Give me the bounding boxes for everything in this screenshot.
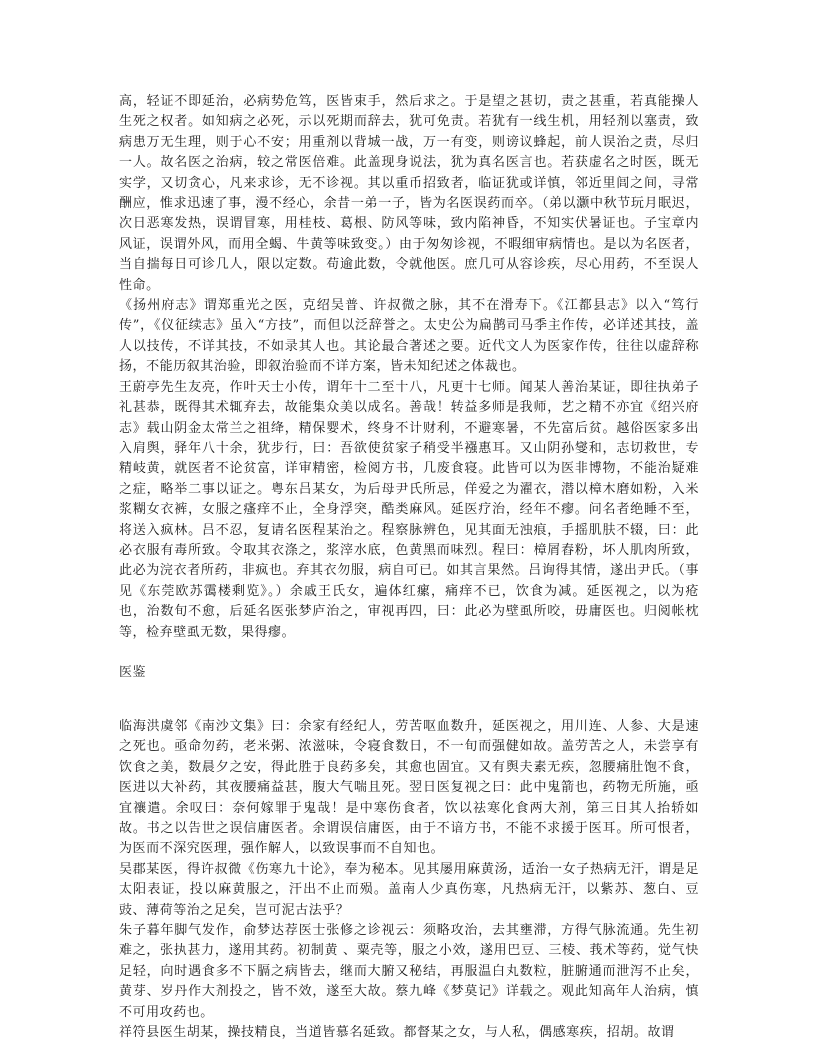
body-paragraph: 吴郡某医，得许叔微《伤寒九十论》，奉为秘本。见其屡用麻黄汤，适治一女子热病无汗，谓是足太阳表证，投以麻黄服之，汗出不止而殒。盖南人少真伤寒，凡热病无汗，以紫苏、葱白、豆豉、薄荷等治之足矣，岂可泥古法乎？	[119, 861, 699, 918]
body-paragraph: 朱子暮年脚气发作，俞梦达荐医士张修之诊视云：须略攻治，去其壅滞，方得气脉流通。先生初难之，张执甚力，遂用其药。初制黄 、粟壳等，服之小效，遂用巴豆、三棱、莪术等药，觉气快足轻，向时遇食多不下膈之病皆去，继而大腑又秘结，再服温白丸数粒，脏腑通而泄泻不止矣，黄芽、岁丹作大剂投之，皆不效，遂至大故。蔡九峰《梦莫记》详载之。观此知高年人治病，慎不可用攻药也。	[119, 923, 699, 1020]
section-title: 医鉴	[119, 664, 147, 680]
body-paragraph: 临海洪虞邻《南沙文集》曰：余家有经纪人，劳苦呕血数升，延医视之，用川连、人参、大是速之死也。亟命勿药，老米粥、浓滋味，令寝食数日，不一旬而强健如故。盖劳苦之人，未尝享有饮食之美，数晨夕之安，得此胜于良药多矣，其愈也固宜。又有舆夫素无疾，忽腰痛肚饱不食，医进以大补药，其夜腰痛益甚，腹大气喘且死。翌日医复视之曰：此中鬼箭也，药物无所施，亟宜禳遣。余叹曰：奈何嫁罪于鬼哉！是中寒伤食者，饮以祛寒化食两大剂，第三日其人抬轿如故。书之以告世之误信庸医者。余谓误信庸医，由于不谙方书，不能不求援于医耳。所可恨者，为医而不深究医理，强作解人，以致误事而不自知也。	[119, 718, 699, 857]
body-paragraph: 高，轻证不即延治，必病势危笃，医皆束手，然后求之。于是望之甚切，责之甚重，若真能操人生死之权者。如知病之必死，示以死期而辞去，犹可免责。若犹有一线生机，用轻剂以塞责，致病患万无生理，则于心不安；用重剂以背城一战，万一有变，则谤议蜂起，前人误治之责，尽归一人。故名医之治病，较之常医倍难。此盖现身说法，犹为真名医言也。若获虚名之时医，既无实学，又切贪心，凡来求诊，无不诊视。其以重币招致者，临证犹或详慎，邻近里闾之间，寻常酬应，惟求迅速了事，漫不经心，余昔一弟一子，皆为名医误药而卒。（弟以灏中秋节玩月眠迟，次日恶寒发热，误谓冒寒，用桂枝、葛根、防风等味，致内陷神昏，不知实伏暑证也。子宝章内风证，误谓外风，而用全蝎、牛黄等味致变。）由于匆匆诊视，不暇细审病情也。是以为名医者，当自揣每日可诊几人，限以定数。苟逾此数，令就他医。庶几可从容诊疾，尽心用药，不至误人性命。	[119, 94, 699, 293]
body-paragraph: 王蔚亭先生友亮，作叶天士小传，谓年十二至十八，凡更十七师。闻某人善治某证，即往执弟子礼甚恭，既得其术辄弃去，故能集众美以成名。善哉！转益多师是我师，艺之精不亦宜《绍兴府志》载山阴金太常兰之祖绛，精保婴术，终身不计财利，不避寒暑，不先富后贫。越俗医家多出入肩舆，驿年八十余，犹步行，曰：吾欲使贫家子稍受半襁惠耳。又山阴孙燮和，志切救世，专精岐黄，就医者不论贫富，详审精密，检阅方书，几废食寝。此皆可以为医非博物，不能治疑难之症，略举二事以证之。粤东吕某女，为后母尹氏所忌，佯爱之为濯衣，潜以樟木磨如粉，入米浆糊女衣裤，女服之瘙痒不止，全身浮突，酷类麻风。延医疗治，经年不瘳。问名者绝睡不至，将送入疯林。吕不忍，复请名医程某治之。程察脉辨色，见其面无浊痕，手摇肌肤不辍，曰：此必衣服有毒所致。令取其衣涤之，浆滓水底，色黄黑而味烈。程曰：樟屑舂粉，坏人肌肉所致，此必为浣衣者所药，非疯也。弃其衣勿服，病自可已。如其言果然。吕询得其情，遂出尹氏。（事见《东莞欧苏霭楼剩览》。）余戚王氏女，遍体红瘰，痛痒不已，饮食为减。延医视之，以为疮也，治数旬不愈，后延名医张梦庐治之，审视再四，曰：此必为壁虱所咬，毋庸医也。归阅帐枕等，检弃壁虱无数，果得瘳。	[119, 379, 699, 640]
body-paragraph: 《扬州府志》谓郑重光之医，克绍吴普、许叔微之脉，其不在滑寿下。《江都县志》以入“笃行传”，《仪征续志》虽入“方技”，而但以泛辞誉之。太史公为扁鹊司马季主作传，必详述其技，盖人以技传，不详其技，不如录其人也。其论最合著述之要。近代文人为医家作传，往往以虚辞称扬，不能历叙其治验，即叙治验而不详方案，皆未知纪述之体裁也。	[119, 298, 699, 375]
section-spacer	[119, 683, 699, 717]
document-page	[119, 92, 699, 1043]
body-paragraph: 祥符县医生胡某，操技精良，当道皆慕名延致。都督某之女，与人私，偶感寒疾，招胡。故谓	[119, 1025, 675, 1041]
